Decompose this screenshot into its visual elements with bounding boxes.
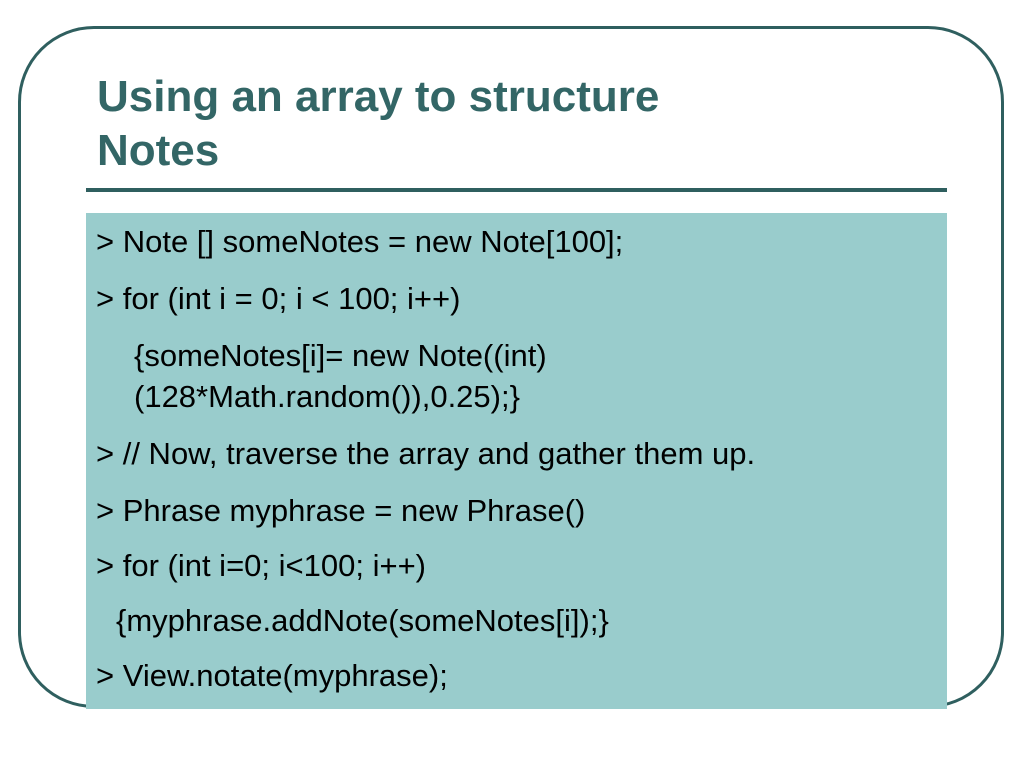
slide-title-line-1: Using an array to structure <box>97 72 660 121</box>
code-line-3: {someNotes[i]= new Note((int) <box>134 338 547 373</box>
title-divider <box>86 188 947 192</box>
code-line-8: {myphrase.addNote(someNotes[i]);} <box>116 603 609 638</box>
code-line-5: > // Now, traverse the array and gather them up. <box>96 436 756 471</box>
code-box <box>86 213 947 709</box>
code-line-1: > Note [] someNotes = new Note[100]; <box>96 224 624 259</box>
code-line-9: > View.notate(myphrase); <box>96 658 448 693</box>
code-line-4: (128*Math.random()),0.25);} <box>134 379 520 414</box>
slide-title <box>97 70 917 178</box>
slide-title-line-2: Notes <box>97 126 220 175</box>
code-line-2: > for (int i = 0; i < 100; i++) <box>96 281 461 316</box>
code-line-7: > for (int i=0; i<100; i++) <box>96 548 426 583</box>
code-line-6: > Phrase myphrase = new Phrase() <box>96 493 586 528</box>
